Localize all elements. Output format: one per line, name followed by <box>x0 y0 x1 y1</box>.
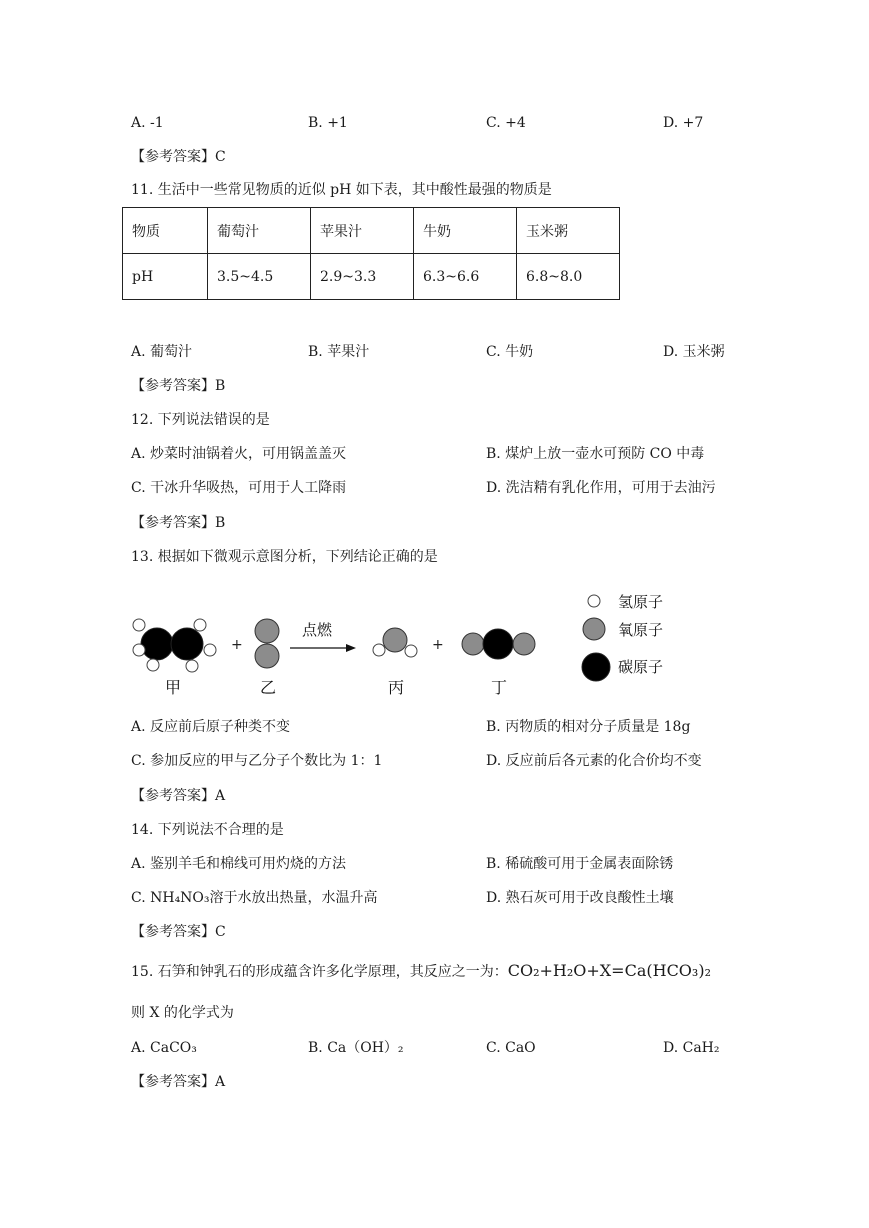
option-d: D. +7 <box>663 115 704 131</box>
q14-stem: 14. 下列说法不合理的是 <box>131 822 284 838</box>
option-b: B. 稀硫酸可用于金属表面除锈 <box>486 856 674 872</box>
q12-answer: 【参考答案】B <box>131 515 226 531</box>
label-yi: 乙 <box>260 678 277 697</box>
q15-equation: CO₂+H₂O+X=Ca(HCO₃)₂ <box>507 961 711 980</box>
q15-answer: 【参考答案】A <box>131 1074 226 1090</box>
table-cell: 葡萄汁 <box>208 208 311 254</box>
arrow-label: 点燃 <box>302 621 333 639</box>
q12-options-row2 <box>0 480 869 496</box>
q11-answer: 【参考答案】B <box>131 378 226 394</box>
q14-options-row1 <box>0 856 869 872</box>
legend-carbon: 碳原子 <box>618 658 664 676</box>
option-a: A. 鉴别羊毛和棉线可用灼烧的方法 <box>131 856 347 872</box>
option-c: C. CaO <box>486 1040 536 1056</box>
option-a: A. CaCO₃ <box>131 1040 197 1056</box>
option-b: B. 丙物质的相对分子质量是 18g <box>486 719 691 735</box>
q13-answer: 【参考答案】A <box>131 788 226 804</box>
q13-stem: 13. 根据如下微观示意图分析，下列结论正确的是 <box>131 549 438 565</box>
table-row <box>123 208 620 254</box>
table-cell: 3.5~4.5 <box>208 254 311 300</box>
molecule-jia <box>133 619 216 672</box>
table-cell: 物质 <box>123 208 208 254</box>
q12-options-row1 <box>0 446 869 462</box>
table-cell: pH <box>123 254 208 300</box>
option-a: A. 葡萄汁 <box>131 344 193 360</box>
molecule-ding <box>462 629 535 659</box>
table-cell: 6.8~8.0 <box>517 254 620 300</box>
ph-table <box>122 207 620 300</box>
q12-stem: 12. 下列说法错误的是 <box>131 412 270 428</box>
option-b: B. +1 <box>308 115 348 131</box>
table-cell: 苹果汁 <box>311 208 414 254</box>
option-b: B. 煤炉上放一壶水可预防 CO 中毒 <box>486 446 705 462</box>
option-d: D. 洗洁精有乳化作用，可用于去油污 <box>486 480 716 496</box>
q15-options <box>0 1040 869 1056</box>
q10-options <box>0 115 869 131</box>
option-c: C. NH₄NO₃溶于水放出热量，水温升高 <box>131 890 378 906</box>
q15-stem <box>131 963 711 980</box>
q10-answer: 【参考答案】C <box>131 149 226 165</box>
q14-answer: 【参考答案】C <box>131 924 226 940</box>
table-cell: 2.9~3.3 <box>311 254 414 300</box>
q13-options-row1 <box>0 719 869 735</box>
label-bing: 丙 <box>388 678 405 697</box>
option-b: B. 苹果汁 <box>308 344 370 360</box>
option-a: A. 炒菜时油锅着火，可用锅盖盖灭 <box>131 446 347 462</box>
arrow-head <box>346 644 356 652</box>
q11-options <box>0 344 869 360</box>
label-ding: 丁 <box>491 678 508 697</box>
option-c: C. 干冰升华吸热，可用于人工降雨 <box>131 480 347 496</box>
table-cell: 6.3~6.6 <box>414 254 517 300</box>
q13-options-row2 <box>0 753 869 769</box>
legend-hydrogen: 氢原子 <box>618 593 664 611</box>
table-cell: 玉米粥 <box>517 208 620 254</box>
option-a: A. 反应前后原子种类不变 <box>131 719 291 735</box>
q14-options-row2 <box>0 890 869 906</box>
plus-sign: + <box>231 637 243 653</box>
plus-sign: + <box>432 637 444 653</box>
option-d: D. 玉米粥 <box>663 344 725 360</box>
q15-stem-text: 15. 石笋和钟乳石的形成蕴含许多化学原理，其反应之一为： <box>131 964 508 980</box>
label-jia: 甲 <box>165 678 182 697</box>
table-row <box>123 254 620 300</box>
option-c: C. 牛奶 <box>486 344 534 360</box>
option-b: B. Ca（OH）₂ <box>308 1040 404 1056</box>
option-a: A. -1 <box>131 115 164 131</box>
q11-stem: 11. 生活中一些常见物质的近似 pH 如下表，其中酸性最强的物质是 <box>131 182 552 198</box>
option-d: D. CaH₂ <box>663 1040 720 1056</box>
option-c: C. 参加反应的甲与乙分子个数比为 1：1 <box>131 753 383 769</box>
molecule-bing <box>373 628 417 657</box>
reaction-diagram <box>120 580 680 705</box>
option-c: C. +4 <box>486 115 526 131</box>
q15-stem2: 则 X 的化学式为 <box>131 1005 234 1021</box>
legend <box>582 593 663 681</box>
legend-oxygen: 氧原子 <box>618 621 664 639</box>
molecule-yi <box>255 619 279 668</box>
table-cell: 牛奶 <box>414 208 517 254</box>
option-d: D. 反应前后各元素的化合价均不变 <box>486 753 702 769</box>
option-d: D. 熟石灰可用于改良酸性土壤 <box>486 890 674 906</box>
